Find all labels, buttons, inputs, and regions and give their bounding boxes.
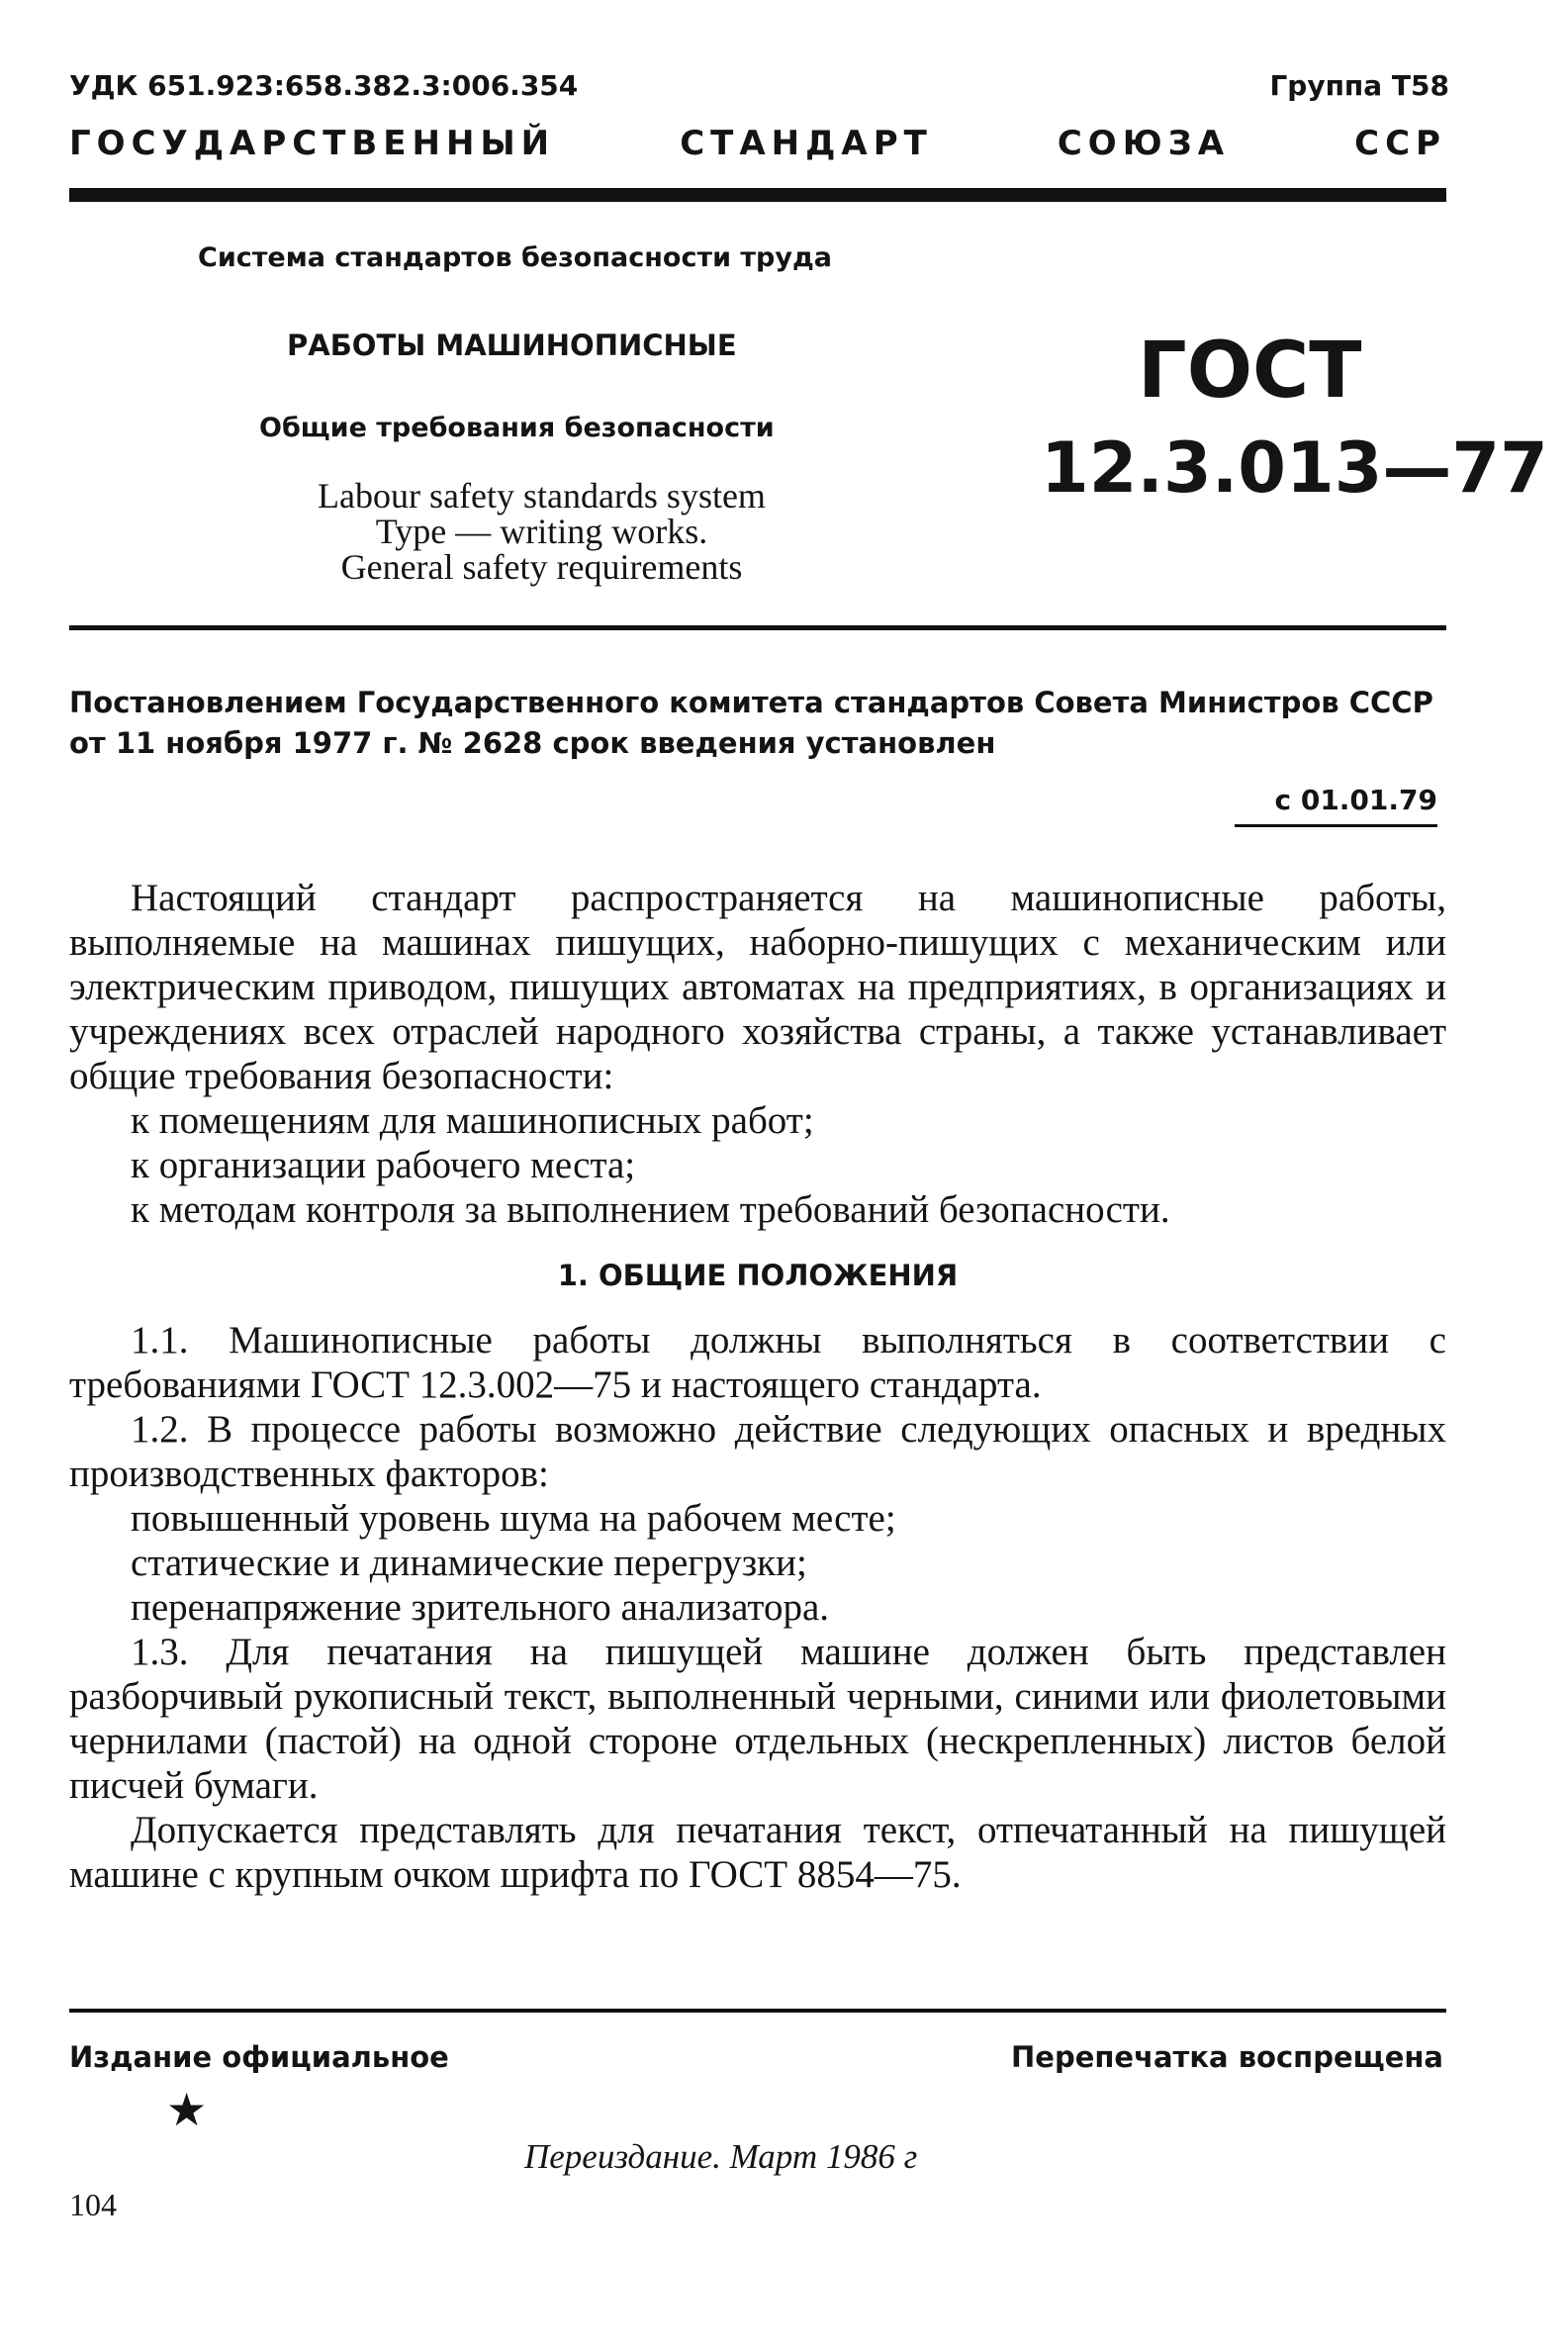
clause-1-2: 1.2. В процессе работы возможно действие следующих опасных и вредных производственных факторов: xyxy=(69,1408,1446,1495)
top-divider xyxy=(69,188,1446,202)
document-body xyxy=(69,876,1446,1897)
gost-label: ГОСТ xyxy=(1138,327,1362,416)
section-heading: 1. ОБЩИЕ ПОЛОЖЕНИЯ xyxy=(557,1259,959,1292)
adoption-decree: Постановлением Государственного комитета стандартов Совета Министров СССР от 11 ноября 1977 г. № 2628 срок введения установлен xyxy=(69,686,1433,760)
clause-1-3: 1.3. Для печатания на пишущей машине должен быть представлен разборчивый рукописный текст, выполненный черными, синими или фиолетовыми чернилами (пастой) на одной стороне отдельных (нескрепленных) листов белой писчей бумаги. xyxy=(69,1631,1446,1807)
heading-word: СТАНДАРТ xyxy=(680,124,933,163)
star-icon: ★ xyxy=(166,2085,208,2135)
english-title xyxy=(267,478,816,585)
english-title-line: General safety requirements xyxy=(340,547,743,587)
list-item: статические и динамические перегрузки; xyxy=(131,1542,807,1584)
list-item: к помещениям для машинописных работ; xyxy=(131,1099,814,1142)
list-item: к организации рабочего места; xyxy=(131,1144,636,1186)
list-item: повышенный уровень шума на рабочем месте; xyxy=(131,1497,896,1540)
intro-paragraph: Настоящий стандарт распространяется на машинописные работы, выполняемые на машинах пишущих, наборно-пишущих с механическим или электрическим приводом, пишущих автоматах на предприятиях, в организациях и учреждениях всех отраслей народного хозяйства страны, а также устанавливает общие требования безопасности: xyxy=(69,877,1446,1097)
heading-word: ГОСУДАРСТВЕННЫЙ xyxy=(69,124,556,163)
footer-divider xyxy=(69,2009,1446,2013)
udc-code: УДК 651.923:658.382.3:006.354 xyxy=(69,69,579,102)
document-subtitle: Общие требования безопасности xyxy=(259,413,775,443)
clause-1-1: 1.1. Машинописные работы должны выполняться в соответствии с требованиями ГОСТ 12.3.002—75 и настоящего стандарта. xyxy=(69,1319,1446,1406)
title-divider xyxy=(69,625,1446,630)
heading-word: СОЮЗА xyxy=(1057,124,1231,163)
english-title-line: Type — writing works. xyxy=(375,512,708,551)
reissue-note: Переиздание. Март 1986 г xyxy=(524,2137,918,2176)
group-code: Группа Т58 xyxy=(1269,69,1449,102)
heading-word: ССР xyxy=(1354,124,1446,163)
page-number: 104 xyxy=(69,2187,117,2222)
official-edition-label: Издание официальное xyxy=(69,2040,449,2074)
english-title-line: Labour safety standards system xyxy=(318,476,766,516)
list-item: к методам контроля за выполнением требований безопасности. xyxy=(131,1188,1170,1231)
clause-1-3-note: Допускается представлять для печатания текст, отпечатанный на пишущей машине с крупным очком шрифта по ГОСТ 8854—75. xyxy=(69,1809,1446,1896)
document-title: РАБОТЫ МАШИНОПИСНЫЕ xyxy=(287,329,737,362)
standards-system-name: Система стандартов безопасности труда xyxy=(198,242,833,273)
effective-date: с 01.01.79 xyxy=(1235,784,1437,827)
list-item: перенапряжение зрительного анализатора. xyxy=(131,1586,829,1629)
state-standard-heading xyxy=(69,124,1446,163)
reprint-prohibited-label: Перепечатка воспрещена xyxy=(1011,2040,1443,2074)
gost-number: 12.3.013—77 xyxy=(1041,427,1548,509)
